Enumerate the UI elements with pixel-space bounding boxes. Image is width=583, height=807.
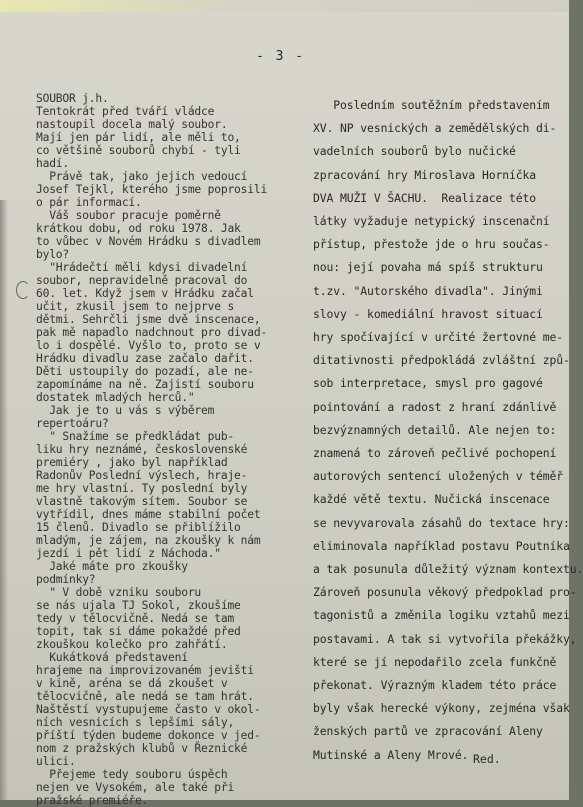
left-text-line: o pár informací. [36, 196, 142, 209]
left-text-line: Tentokrát před tváří vládce [36, 105, 215, 118]
left-text-line: Děti ustoupily do pozadí, ale ne- [36, 365, 254, 378]
left-text-line: podmínky? [36, 573, 96, 586]
right-text-line: znamená to zároveň pečlivé pochopení [313, 446, 557, 461]
left-text-line: krátkou dobu, od roku 1978. Jak [36, 222, 241, 235]
right-text-line: autorových sentencí uložených v téměř [313, 469, 564, 484]
right-text-line: ženských partů ve zpracování Aleny [313, 724, 543, 739]
left-text-line: co většině souborů chybí - tyli [36, 144, 241, 157]
left-text-line: "Hrádečtí měli kdysi divadelní [36, 261, 248, 274]
left-text-line: učit, zkusil jsem to nejprve s [36, 300, 235, 313]
left-text-line: liku hry neznámé, československé [36, 443, 248, 456]
right-text-line: každé větě textu. Nučická inscenace [313, 492, 550, 507]
right-text-line: sob interpretace, smysl pro gagové [313, 376, 543, 391]
right-text-line: postavami. A tak si vytvořila překážky, [313, 631, 577, 646]
left-text-line: 60. let. Když jsem v Hrádku začal [36, 287, 254, 300]
page-top-edge [0, 0, 569, 12]
left-text-line: Právě tak, jako jejich vedoucí [36, 170, 248, 183]
right-text-line: hry spočívající v určité žertovné me- [313, 330, 564, 345]
left-text-line: hadí. [36, 157, 70, 170]
page-number: - 3 - [256, 49, 306, 64]
left-text-line: hrajeme na improvizovaném jevišti [36, 664, 254, 677]
left-text-line: dětmi. Sehrčli jsme dvě inscenace, [36, 313, 261, 326]
punch-hole-mark [16, 281, 30, 299]
left-text-line: v kině, aréna se dá zkoušet v [36, 677, 228, 690]
left-text-line: lo i dospělé. Vyšlo to, proto se v [36, 339, 261, 352]
left-text-line: tělocvičně, ale nedá se tam hrát. [36, 690, 254, 703]
left-text-line: Jak je to u vás s výběrem [36, 404, 215, 417]
left-text-line: me hry vlastní. Ty poslední byly [36, 482, 248, 495]
left-text-line: Mají jen pár lidí, ale měli to, [36, 131, 241, 144]
right-text-line: zpracování hry Miroslava Horníčka [313, 167, 537, 182]
left-text-line: vytřídil, dnes máme stabilní počet [36, 508, 261, 521]
left-text-line: pak mě napadlo nadchnout pro divad- [36, 326, 268, 339]
editor-signature: Red. [473, 752, 501, 766]
left-text-line: nastoupil docela malý soubor. [36, 118, 228, 131]
right-text-line: Posledním soutěžním představením [313, 98, 550, 112]
right-text-line: bezvýznamných detailů. Ale nejen to: [313, 422, 557, 437]
right-text-line: pointování a radost z hraní zdánlivě [313, 399, 557, 414]
right-text-line: přístup, přestože jde o hru součas- [313, 237, 550, 252]
left-column-interview [36, 92, 276, 807]
right-text-line: eliminovala například postavu Poutníka [313, 538, 570, 553]
right-text-line: které se jí nepodařilo zcela funkčně [313, 654, 557, 669]
left-text-line: Naštěstí vystupujeme často v okol- [36, 703, 261, 716]
right-text-line: slovy - komediální hravost situací [313, 306, 543, 321]
right-text-line: tagonistů a změnila logiku vztahů mezi [313, 608, 570, 623]
left-text-line: tedy v tělocvičně. Nedá se tam [36, 612, 235, 625]
left-text-line: " Snažíme se předkládat pub- [36, 430, 235, 443]
right-text-line: překonat. Výrazným kladem této práce [313, 678, 557, 693]
right-text-line: nou: její povaha má spíš strukturu [313, 260, 543, 275]
left-text-line: bylo? [36, 248, 70, 261]
left-text-line: topit, tak si dáme pokaždé před [36, 625, 241, 638]
right-text-line: Mutinské a Aleny Mrové. [313, 747, 469, 762]
left-text-line: Hrádku divadlu zase začalo dařit. [36, 352, 254, 365]
left-text-line: nom z pražských klubů v Řeznické [36, 742, 248, 755]
right-text-line: vadelních souborů bylo nučické [313, 144, 516, 159]
left-text-line: ulici. [36, 755, 76, 768]
left-text-line: Váš soubor pracuje poměrně [36, 209, 221, 222]
left-text-line: dostatek mladých herců." [36, 391, 195, 404]
left-text-line: ních vesnicích s lepšími sály, [36, 716, 235, 729]
right-text-line: byly však herecké výkony, zejména však [313, 701, 570, 716]
left-text-line: mladým, je zájem, na zkoušky k nám [36, 534, 261, 547]
left-text-line: 15 členů. Divadlo se přiblížilo [36, 521, 241, 534]
right-text-line: a tak posunula důležitý význam kontextu. [313, 562, 583, 577]
right-text-line: látky vyžaduje netypický inscenační [313, 214, 550, 229]
right-column-review [313, 94, 583, 767]
left-text-line: to vůbec v Novém Hrádku s divadlem [36, 235, 261, 248]
left-text-line: pražské premiéře. [36, 794, 149, 807]
left-text-line: nejen ve Vysokém, ale také při [36, 781, 235, 794]
right-text-line: DVA MUŽI V ŠACHU. Realizace této [313, 190, 537, 205]
left-text-line: vlastně takovým sítem. Soubor se [36, 495, 248, 508]
left-text-line: SOUBOR j.h. [36, 92, 109, 105]
left-text-line: Radonův Poslední výslech, hraje- [36, 469, 248, 482]
left-text-line: jezdí i pět lidí z Náchoda." [36, 547, 221, 560]
right-text-line: XV. NP vesnických a zemědělských di- [313, 121, 557, 136]
left-text-line: se nás ujala TJ Sokol, zkoušíme [36, 599, 241, 612]
left-text-line: příští týden budeme dokonce v jed- [36, 729, 261, 742]
left-text-line: " V době vzniku souboru [36, 586, 202, 599]
left-text-line: repertoáru? [36, 417, 109, 430]
left-text-line: Přejeme tedy souboru úspěch [36, 768, 228, 781]
right-text-line: Zároveň posunula věkový předpoklad pro- [313, 585, 577, 600]
right-text-line: t.zv. "Autorského divadla". Jinými [313, 283, 543, 298]
left-text-line: zapomínáme na ně. Zajistí souboru [36, 378, 254, 391]
left-text-line: Kukátková představení [36, 651, 188, 664]
left-text-line: Jaké máte pro zkoušky [36, 560, 188, 573]
left-text-line: premiéry , jako byl například [36, 456, 228, 469]
left-text-line: soubor, nepravidelně pracoval do [36, 274, 248, 287]
left-text-line: zkouškou kolečko pro zahřátí. [36, 638, 228, 651]
left-text-line: Josef Tejkl, kterého jsme poprosili [36, 183, 268, 196]
right-text-line: se nevyvarovala zásahů do textace hry: [313, 515, 570, 530]
right-text-line: ditativnosti předpokládá zvláštní způ- [313, 353, 570, 368]
page-left-edge-shadow [0, 200, 8, 800]
